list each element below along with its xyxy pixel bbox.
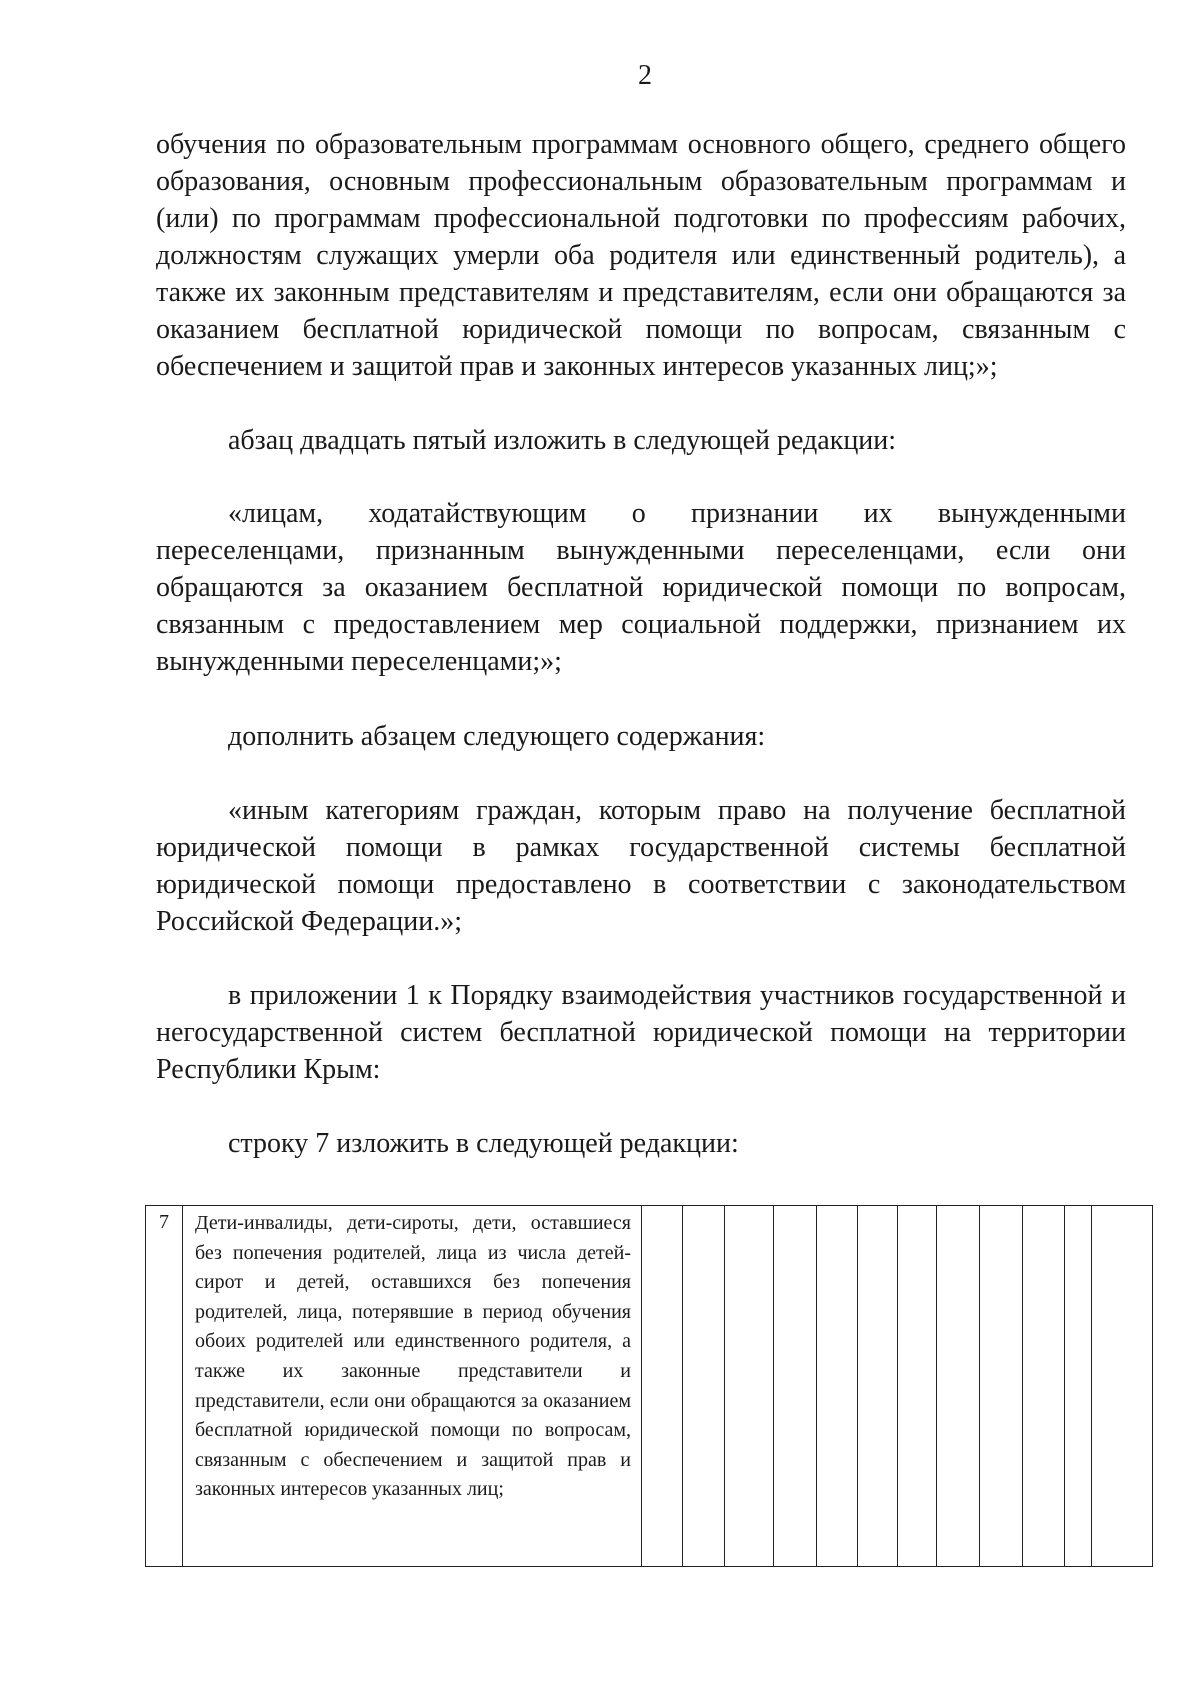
table-row bbox=[146, 1206, 1153, 1567]
empty-cell bbox=[774, 1206, 817, 1567]
paragraph-instruction-25: абзац двадцать пятый изложить в следующей редакции: bbox=[228, 425, 897, 456]
empty-cell bbox=[1065, 1206, 1092, 1567]
empty-cell bbox=[898, 1206, 937, 1567]
empty-cell bbox=[1023, 1206, 1065, 1567]
empty-cell bbox=[937, 1206, 980, 1567]
empty-cell bbox=[725, 1206, 774, 1567]
page-number: 2 bbox=[638, 60, 652, 91]
row-number-cell: 7 bbox=[146, 1206, 183, 1567]
empty-cell bbox=[858, 1206, 898, 1567]
empty-cell bbox=[980, 1206, 1023, 1567]
empty-cell bbox=[1092, 1206, 1153, 1567]
paragraph-quote-displaced: «лицам, ходатайствующим о признании их вынужденными переселенцами, признанным вынужденными переселенцами, если они обращаются за оказанием бесплатной юридической помощи по вопросам, связанным с предоставлением мер социальной поддержки, признанием их вынужденными переселенцами;»; bbox=[156, 498, 1126, 677]
paragraph-instruction-row7: строку 7 изложить в следующей редакции: bbox=[228, 1128, 739, 1159]
empty-cell bbox=[683, 1206, 725, 1567]
paragraph-instruction-add: дополнить абзацем следующего содержания: bbox=[228, 721, 766, 752]
paragraph-appendix: в приложении 1 к Порядку взаимодействия участников государственной и негосударственной систем бесплатной юридической помощи на территории Республики Крым: bbox=[156, 980, 1126, 1085]
paragraph-quote-other-categories: «иным категориям граждан, которым право на получение бесплатной юридической помощи в рамках государственной системы бесплатной юридической помощи предоставлено в соответствии с законодательством Российской Федерации.»; bbox=[156, 795, 1126, 937]
appendix-table-row bbox=[145, 1205, 1153, 1567]
category-cell: Дети-инвалиды, дети-сироты, дети, оставшиеся без попечения родителей, лица из числа детей-сирот и детей, оставшихся без попечения родителей, лица, потерявшие в период обучения обоих родителей или единственного родителя, а также их законные представители и представители, если они обращаются за оказанием бесплатной юридической помощи по вопросам, связанным с обеспечением и защитой прав и законных интересов указанных лиц; bbox=[183, 1206, 642, 1567]
paragraph-continuation: обучения по образовательным программам основного общего, среднего общего образования, основным профессиональным образовательным программам и (или) по программам профессиональной подготовки по профессиям рабочих, должностям служащих умерли оба родителя или единственный родитель), а также их законным представителям и представителям, если они обращаются за оказанием бесплатной юридической помощи по вопросам, связанным с обеспечением и защитой прав и законных интересов указанных лиц;»; bbox=[156, 129, 1126, 382]
empty-cell bbox=[817, 1206, 858, 1567]
empty-cell bbox=[642, 1206, 683, 1567]
